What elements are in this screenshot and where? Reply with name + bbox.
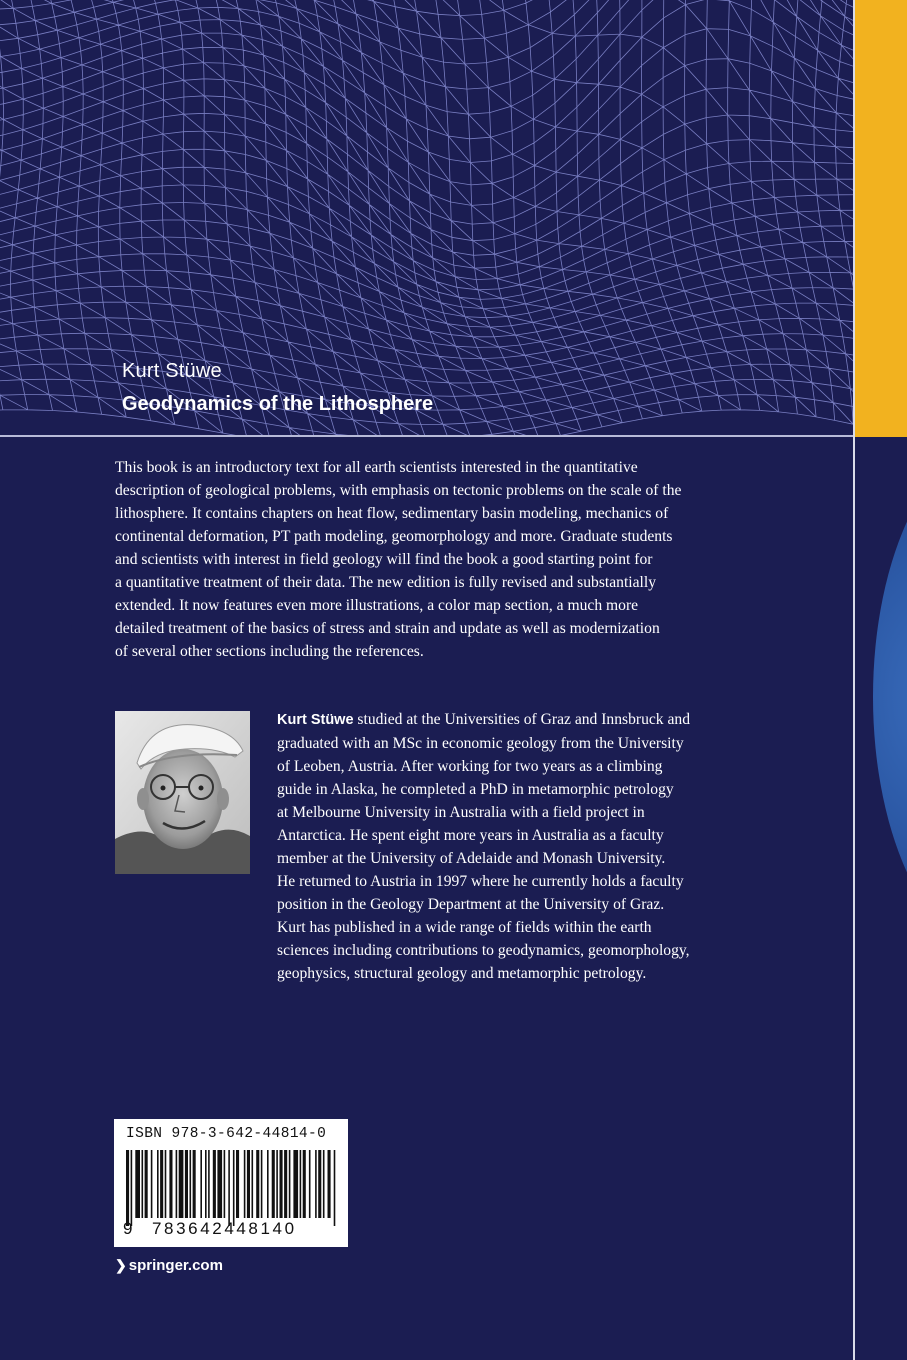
- barcode-bar: [224, 1150, 226, 1218]
- barcode-bar: [293, 1150, 298, 1218]
- barcode-bar: [318, 1150, 321, 1218]
- barcode-bar: [179, 1150, 184, 1218]
- barcode-bar: [169, 1150, 172, 1218]
- barcode-bar: [176, 1150, 178, 1218]
- barcode-bar: [145, 1150, 148, 1218]
- bio-line: He returned to Austria in 1997 where he currently holds a faculty: [277, 873, 684, 890]
- barcode-bar: [300, 1150, 302, 1218]
- bio-line: geophysics, structural geology and metamorphic petrology.: [277, 965, 647, 982]
- spine-edge-line: [853, 0, 855, 1360]
- bio-line: at Melbourne University in Australia with a field project in: [277, 804, 645, 821]
- barcode-bar: [256, 1150, 259, 1218]
- blurb-line: description of geological problems, with emphasis on tectonic problems on the scale of the: [115, 482, 682, 499]
- barcode-bar: [289, 1150, 291, 1218]
- barcode-bar: [252, 1150, 254, 1218]
- blurb-line: of several other sections including the references.: [115, 643, 424, 660]
- barcode-bar: [323, 1150, 325, 1218]
- barcode-bar: [334, 1150, 336, 1226]
- barcode-bar: [205, 1150, 207, 1218]
- bio-line: Kurt has published in a wide range of fields within the earth: [277, 919, 652, 936]
- barcode-bar: [151, 1150, 153, 1218]
- isbn-label: ISBN 978-3-642-44814-0: [126, 1126, 327, 1142]
- bio-line: member at the University of Adelaide and Monash University.: [277, 850, 666, 867]
- blurb-line: a quantitative treatment of their data. The new edition is fully revised and substantially: [115, 574, 657, 591]
- barcode-bar: [131, 1150, 133, 1226]
- bio-line: position in the Geology Department at the University of Graz.: [277, 896, 665, 913]
- chevron-right-icon: ❯: [115, 1257, 127, 1273]
- barcode-bar: [236, 1150, 239, 1218]
- author-photo: [115, 711, 250, 874]
- barcode-bar: [200, 1150, 202, 1218]
- barcode-first-digit: 9: [123, 1219, 133, 1238]
- barcode-bar: [328, 1150, 331, 1218]
- author-bio: [277, 708, 757, 985]
- blurb-line: extended. It now features even more illustrations, a color map section, a much more: [115, 597, 639, 614]
- blurb-line: and scientists with interest in field geology will find the book a good starting point for: [115, 551, 653, 568]
- author-portrait-graphic: [115, 711, 250, 874]
- blurb-line: detailed treatment of the basics of stress and strain and update as well as modernization: [115, 620, 660, 637]
- barcode-bar: [157, 1150, 159, 1218]
- barcode-bar: [135, 1150, 140, 1218]
- blurb-line: lithosphere. It contains chapters on heat flow, sedimentary basin modeling, mechanics of: [115, 505, 669, 522]
- barcode-bar: [160, 1150, 163, 1218]
- bio-author-name: Kurt Stüwe: [277, 712, 354, 728]
- book-description: [115, 456, 755, 663]
- isbn-barcode: [114, 1119, 348, 1247]
- barcode-bar: [272, 1150, 275, 1218]
- blurb-line: continental deformation, PT path modeling, geomorphology and more. Graduate students: [115, 528, 673, 545]
- spine-globe-arc: [873, 437, 907, 957]
- barcode-bar: [233, 1150, 235, 1226]
- barcode-bar: [126, 1150, 129, 1226]
- barcode-bar: [213, 1150, 216, 1218]
- barcode-bar: [228, 1150, 230, 1226]
- header-divider: [0, 435, 853, 437]
- barcode-bar: [185, 1150, 188, 1218]
- barcode-bar: [142, 1150, 144, 1218]
- blurb-line: This book is an introductory text for all earth scientists interested in the quantitative: [115, 459, 638, 476]
- barcode-bar: [284, 1150, 287, 1218]
- barcode-bar: [247, 1150, 250, 1218]
- barcode-bar: [261, 1150, 263, 1218]
- barcode-bar: [309, 1150, 311, 1218]
- bio-line: sciences including contributions to geodynamics, geomorphology,: [277, 942, 690, 959]
- barcode-digits: 783642448140: [152, 1219, 297, 1238]
- website-text: springer.com: [128, 1257, 223, 1274]
- barcode-bar: [280, 1150, 283, 1218]
- bio-first-line: [277, 708, 757, 732]
- bio-line: guide in Alaska, he completed a PhD in metamorphic petrology: [277, 781, 674, 798]
- barcode-bar: [267, 1150, 269, 1218]
- bio-line: graduated with an MSc in economic geology from the University: [277, 735, 684, 752]
- barcode-bar: [190, 1150, 192, 1218]
- barcode-bar: [165, 1150, 167, 1218]
- barcode-bar: [244, 1150, 246, 1218]
- barcode-bar: [303, 1150, 306, 1218]
- bio-line: of Leoben, Austria. After working for two years as a climbing: [277, 758, 663, 775]
- barcode-bar: [208, 1150, 210, 1218]
- bio-line: Antarctica. He spent eight more years in Australia as a faculty: [277, 827, 664, 844]
- barcode-bar: [276, 1150, 278, 1218]
- cover-author: Kurt Stüwe: [122, 360, 222, 382]
- cover-title: Geodynamics of the Lithosphere: [122, 393, 434, 415]
- spine-blue-band: [853, 437, 907, 1360]
- barcode-bar: [217, 1150, 222, 1218]
- publisher-website-link[interactable]: [115, 1257, 223, 1274]
- barcode-bar: [193, 1150, 196, 1218]
- barcode-bar: [315, 1150, 317, 1218]
- bio-first-line-text: studied at the Universities of Graz and Innsbruck and: [353, 711, 690, 728]
- spine-gold-band: [853, 0, 907, 437]
